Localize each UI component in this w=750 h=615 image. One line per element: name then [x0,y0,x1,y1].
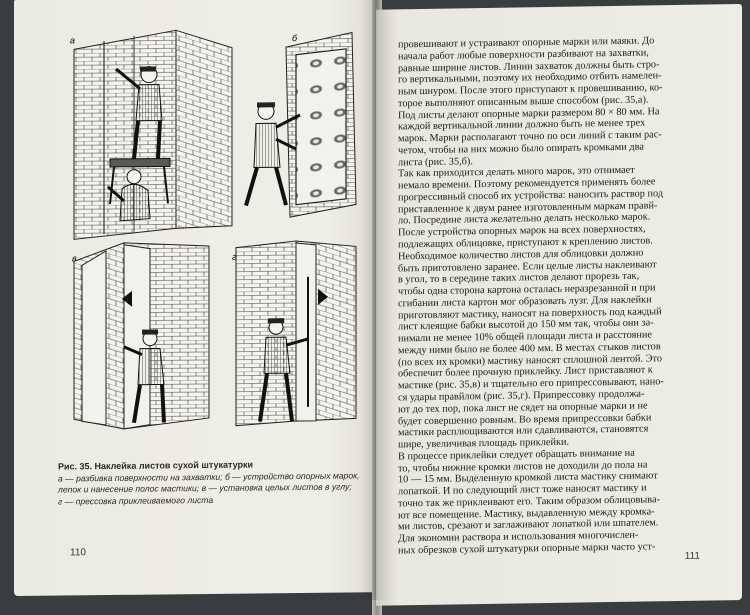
figure-caption [58,458,378,507]
left-page [14,0,382,596]
figure-label-d: г [232,251,237,262]
text-line: ло. Посредине листа желательно делать несколько марок. [398,211,651,227]
text-line: Так как приходится делать много марок, это отнимает [398,165,635,180]
text-line: мастики расплющиваются или сдавливаются, становятся [398,423,649,439]
caption-title: Рис. 35. Наклейка листов сухой штукатурки [58,459,254,472]
text-line: мастике (рис. 35,в) и тщательно его припрессовывают, нано- [398,376,664,392]
text-line: быть приготовлено заранее. Если целые листы наклеивают [398,258,657,274]
figure-35-illustration [64,26,364,449]
text-line: ся удары правйлом (рис. 35,г). Припрессовку продолжа- [398,388,645,404]
caption-line: г — прессовка приклеиваемого листа [58,494,214,507]
text-line: Необходимое количество листов для облицовки должно [398,247,644,263]
text-line: Под листы делают опорные марки размером 80 × 80 мм. На [398,105,660,121]
text-line: торое выполняют описанным выше способом (рис. 35,а). [398,94,649,110]
text-line: Для экономии раствора и использования многочислен- [398,529,639,545]
panel-d [232,240,356,425]
text-line: В процессе приклейки следует обращать внимание на [398,447,635,463]
text-line: приставленное к двум ранее изготовленным маркам правй- [398,200,658,216]
text-line: марок. Марки располагают точно по оси линий с таким рас- [398,129,662,145]
text-line: нимали не менее 10% общей площади листа и расстояние [398,329,652,345]
text-line: приготовляют мастику, наносят на поверхность под каждый [398,305,662,322]
caption-line: лепок и нанесение полос мастики; в — установка целых листов в углу; [58,481,352,495]
text-line: ных обрезков сухой штукатурки опорные марки часто уст- [398,541,656,557]
text-line: то, чтобы нижние кромки листов не доходили до пола на [398,459,648,474]
panel-c [72,242,209,429]
caption-line: а — разбивка поверхности на захватки; б — устройство опорных марок, [58,469,360,484]
text-line: После устройства опорных марок на всех поверхностях, [398,223,646,239]
page-number-left: 110 [70,547,86,559]
text-line: лист клеящие бабки высотой до 150 мм так, чтобы они за- [398,317,654,333]
text-line: каждой вертикальной линии должно быть не менее трех [398,117,646,133]
text-line: четом, чтобы на них можно было опирать кромками два [398,141,644,157]
text-line: шире, увеличивая площадь приклейки. [398,436,570,451]
text-line: лопаткой. И по следующий лист тоже наносят мастику и [398,482,647,498]
text-line: ми листов, срезают и заглаживают лопаткой или шпателем. [398,517,659,533]
text-line: сгибании листа картон мог образовать лузг. Для наклейки [398,294,652,310]
body-text [398,34,720,557]
text-line: подлежащих облицовке, приступают к креплению листов. [398,235,653,251]
text-line: между ними было не более 400 мм. В местах стыков листов [398,341,661,357]
figure-label-a: а [70,35,76,46]
text-line: обеспечит более прочную приклейку. Лист приставляют к [398,364,653,380]
text-line: провешивают и устраивают опорные марки или маяки. До [398,35,655,51]
text-line: в угол, то в середине таких листов делают прорезь так, [398,270,640,286]
text-line: равные ширине листов. Линии захваток должны быть стро- [398,58,660,74]
panel-a [70,30,232,240]
text-line: будет совершенно ровным. Во время припрессовки бабки [398,411,652,427]
figure-label-c: в [72,253,77,264]
text-line: листа (рис. 35,б). [398,155,473,169]
figure-label-b: б [292,33,298,44]
text-line: немало времени. Поэтому рекомендуется применять более [398,176,656,192]
text-line: чтобы одна сторона картона осталась неразрезанной и при [398,282,656,298]
text-line: ют до тех пор, пока лист не сядет на опорные марки и не [398,400,648,416]
text-line: 10 — 15 мм. Выделенную кромкой листа мастику снимают [398,470,658,486]
text-line: начала работ любые поверхности разбивают на захватки, [398,47,649,63]
text-line: (по всех их кромки) мастику наносят сплошной лентой. Это [398,352,662,369]
text-line: го вертикальными, поэтому их необходимо отбить намелен- [398,70,662,86]
right-page [376,4,742,606]
text-line: прогрессивный способ их устройства: наносить раствор под [398,188,664,204]
text-line: ным шнуром. После этого приступают к провешиванию, ко- [398,82,663,98]
text-line: точно так же приклеивают его. Таким образом облицовыва- [398,494,661,510]
panel-b [246,32,356,217]
text-line: ют все помещение. Мастику, выдавленную между кромка- [398,505,655,522]
page-number-right: 111 [684,550,700,562]
